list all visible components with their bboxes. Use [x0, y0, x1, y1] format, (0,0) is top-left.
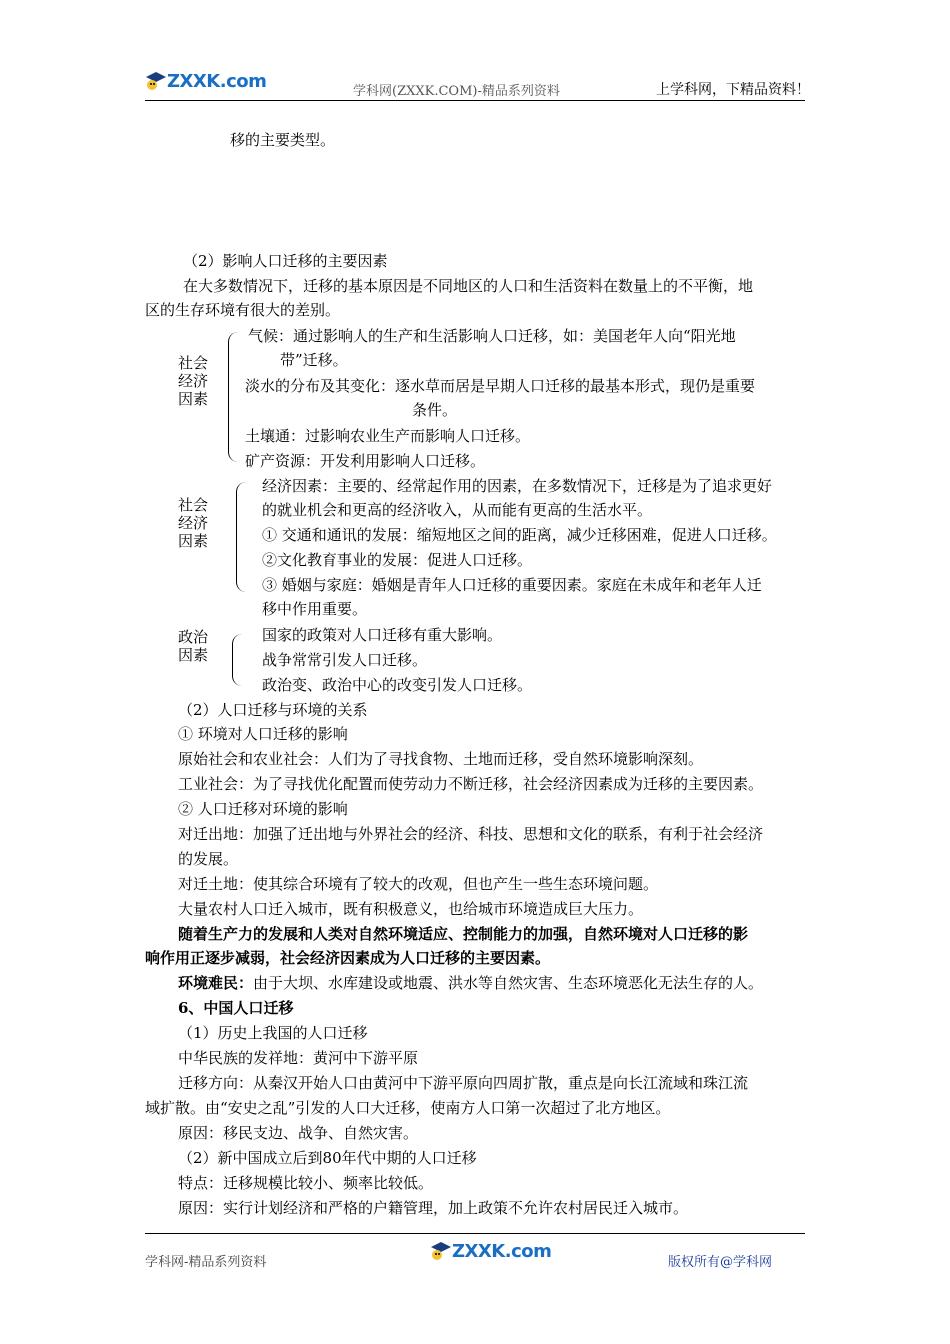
text-line: ① 环境对人口迁移的影响	[178, 725, 348, 743]
text-line: 中华民族的发祥地：黄河中下游平原	[178, 1049, 419, 1067]
text-line: 的发展。	[178, 850, 239, 868]
footer-left-text: 学科网-精品系列资料	[145, 1255, 267, 1270]
text-line: 淡水的分布及其变化：逐水草而居是早期人口迁移的最基本形式，现仍是重要	[245, 377, 756, 395]
text-line: 经济因素：主要的、经常起作用的因素，在多数情况下，迁移是为了追求更好	[262, 477, 773, 495]
section-heading: （1）历史上我国的人口迁移	[178, 1024, 368, 1042]
group-label-political: 政治因素	[178, 628, 209, 664]
section-heading: 6、中国人口迁移	[178, 999, 294, 1017]
graduation-cap-icon	[145, 70, 167, 92]
text-line: ① 交通和通讯的发展：缩短地区之间的距离，减少迁移困难，促进人口迁移。	[262, 526, 777, 544]
header-center-text: 学科网(ZXXK.COM)-精品系列资料	[353, 84, 560, 99]
text-line: 战争常常引发人口迁移。	[262, 651, 428, 669]
group-label-economic: 社会经济因素	[178, 496, 209, 550]
group-brace	[232, 634, 247, 686]
header-logo	[145, 70, 266, 92]
logo-text: ZXXK.com	[452, 1240, 552, 1262]
text-line: 对迁土地：使其综合环境有了较大的改观，但也产生一些生态环境问题。	[178, 875, 659, 893]
logo-text: ZXXK.com	[167, 70, 267, 92]
group-brace	[228, 332, 243, 462]
text-line: 区的生存环境有很大的差别。	[145, 301, 341, 319]
text-line: 大量农村人口迁入城市，既有积极意义，也给城市环境造成巨大压力。	[178, 900, 644, 918]
text-line: 原因：移民支边、战争、自然灾害。	[178, 1124, 419, 1142]
text-line: 域扩散。由“安史之乱”引发的人口大迁移，使南方人口第一次超过了北方地区。	[145, 1099, 671, 1117]
footer-divider	[145, 1233, 805, 1234]
text-line: ② 人口迁移对环境的影响	[178, 800, 348, 818]
text-line: 迁移方向：从秦汉开始人口由黄河中下游平原向四周扩散，重点是向长江流域和珠江流	[178, 1074, 749, 1092]
section-heading: （2）新中国成立后到80年代中期的人口迁移	[178, 1149, 477, 1167]
text-line: 国家的政策对人口迁移有重大影响。	[262, 626, 503, 644]
text-line: 矿产资源：开发利用影响人口迁移。	[245, 452, 486, 470]
text-line: 土壤通：过影响农业生产而影响人口迁移。	[245, 427, 531, 445]
text-line: 原因：实行计划经济和严格的户籍管理，加上政策不允许农村居民迁入城市。	[178, 1199, 689, 1217]
text-line: 特点：迁移规模比较小、频率比较低。	[178, 1174, 434, 1192]
section-heading: （2）影响人口迁移的主要因素	[183, 252, 388, 270]
bold-statement: 响作用正逐步减弱，社会经济因素成为人口迁移的主要因素。	[145, 949, 551, 967]
text-line: 条件。	[412, 401, 458, 419]
group-brace	[236, 482, 251, 592]
text-line: 原始社会和农业社会：人们为了寻找食物、土地而迁移，受自然环境影响深刻。	[178, 750, 704, 768]
group-label-natural: 社会经济因素	[178, 354, 209, 408]
text-line: 对迁出地：加强了迁出地与外界社会的经济、科技、思想和文化的联系，有利于社会经济	[178, 825, 764, 843]
header-divider	[145, 100, 805, 101]
text-line: 带”迁移。	[280, 351, 348, 369]
definition-term: 环境难民：	[178, 974, 254, 992]
text-line: 的就业机会和更高的经济收入，从而能有更高的生活水平。	[262, 501, 653, 519]
definition-text: 由于大坝、水库建设或地震、洪水等自然灾害、生态环境恶化无法生存的人。	[253, 974, 764, 992]
text-line: 移的主要类型。	[230, 131, 336, 149]
definition-line	[178, 971, 763, 995]
header-right-text: 上学科网，下精品资料！	[656, 82, 810, 98]
text-line: ②文化教育事业的发展：促进人口迁移。	[262, 551, 533, 569]
text-line: 在大多数情况下，迁移的基本原因是不同地区的人口和生活资料在数量上的不平衡，地	[183, 277, 754, 295]
text-line: 气候：通过影响人的生产和生活影响人口迁移，如：美国老年人向“阳光地	[248, 327, 736, 345]
bold-statement: 随着生产力的发展和人类对自然环境适应、控制能力的加强，自然环境对人口迁移的影	[178, 925, 749, 943]
section-heading: （2）人口迁移与环境的关系	[178, 701, 368, 719]
footer-logo	[430, 1240, 551, 1262]
text-line: 政治变、政治中心的改变引发人口迁移。	[262, 676, 533, 694]
text-line: 工业社会：为了寻找优化配置而使劳动力不断迁移，社会经济因素成为迁移的主要因素。	[178, 775, 764, 793]
text-line: 移中作用重要。	[262, 600, 368, 618]
text-line: ③ 婚姻与家庭：婚姻是青年人口迁移的重要因素。家庭在未成年和老年人迁	[262, 576, 762, 594]
graduation-cap-icon	[430, 1240, 452, 1262]
footer-right-text: 版权所有@学科网	[668, 1255, 773, 1270]
